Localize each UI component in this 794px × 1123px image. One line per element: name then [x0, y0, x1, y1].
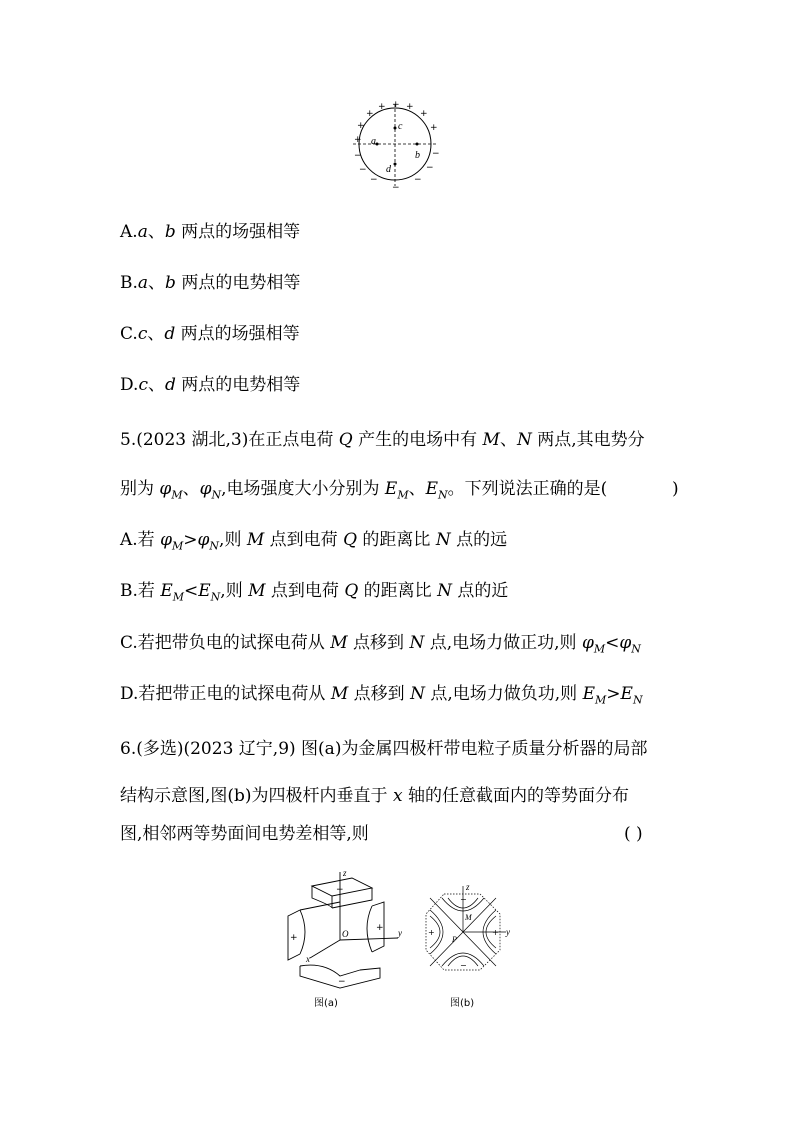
svg-text:−: − — [426, 163, 434, 173]
q4-option-d: D.c、d 两点的电势相等 — [120, 375, 301, 395]
q5-stem-line2: 别为 $\varphi_M$、$\varphi_N$,电场强度大小分别为 $E_M$、$E_N$。下列说法正确的是( ) — [120, 479, 679, 502]
svg-text:O: O — [342, 929, 349, 939]
svg-text:−: − — [370, 175, 378, 185]
svg-text:−: − — [359, 165, 367, 175]
svg-text:P: P — [452, 935, 457, 944]
svg-text:+: + — [366, 109, 374, 119]
point-d-label: d — [386, 164, 391, 175]
svg-text:M: M — [465, 913, 472, 922]
svg-text:+: + — [392, 100, 400, 110]
svg-text:−: − — [354, 151, 362, 161]
q4-option-a: A.a、b 两点的场强相等 — [120, 222, 301, 242]
svg-text:+: + — [430, 123, 438, 133]
svg-text:z: z — [343, 868, 347, 878]
point-a-label: a — [371, 136, 376, 147]
svg-text:+: + — [406, 102, 414, 112]
svg-text:z: z — [466, 882, 470, 892]
svg-text:y: y — [506, 927, 510, 937]
svg-text:−: − — [460, 961, 467, 970]
svg-text:y: y — [398, 928, 402, 938]
caption-a: 图(a) — [314, 998, 338, 1009]
svg-text:−: − — [338, 977, 346, 987]
quadrupole-figure-a — [280, 866, 410, 1016]
svg-text:+: + — [378, 102, 386, 112]
q4-option-b: B.a、b 两点的电势相等 — [120, 273, 301, 293]
q6-stem-line3: 图,相邻两等势面间电势差相等,则 — [120, 824, 369, 844]
caption-b: 图(b) — [450, 998, 475, 1009]
minus-charges — [354, 149, 440, 193]
q5-option-a: A.若 $\varphi_M>\varphi_N$,则 M 点到电荷 Q 的距离比 N 点的远 — [120, 530, 508, 553]
q5-stem-line1: 5.(2023 湖北,3)在正点电荷 Q 产生的电场中有 M、N 两点,其电势分 — [120, 430, 645, 450]
svg-text:−: − — [336, 885, 344, 895]
q6-stem-line1: 6.(多选)(2023 辽宁,9) 图(a)为金属四极杆带电粒子质量分析器的局部 — [120, 739, 648, 759]
q5-option-d: D.若把带正电的试探电荷从 M 点移到 N 点,电场力做负功,则 $E_M>E_N$ — [120, 684, 643, 707]
top-charge-figure — [340, 98, 450, 193]
q5-option-b: B.若 $E_M<E_N$,则 M 点到电荷 Q 的距离比 N 点的近 — [120, 581, 509, 604]
svg-text:−: − — [414, 175, 422, 185]
svg-text:x: x — [306, 954, 310, 964]
svg-text:−: − — [432, 149, 440, 159]
q6-stem-line2: 结构示意图,图(b)为四极杆内垂直于 x 轴的任意截面内的等势面分布 — [120, 786, 629, 806]
svg-text:+: + — [290, 933, 298, 943]
point-c-label: c — [398, 121, 403, 132]
svg-text:+: + — [492, 928, 499, 937]
svg-text:−: − — [460, 895, 467, 904]
q6-answer-paren: ( ) — [624, 824, 643, 844]
svg-text:+: + — [376, 923, 384, 933]
svg-text:+: + — [428, 928, 435, 937]
svg-text:+: + — [420, 109, 428, 119]
q4-option-c: C.c、d 两点的场强相等 — [120, 324, 300, 344]
point-b-label: b — [415, 150, 420, 161]
q5-option-c: C.若把带负电的试探电荷从 M 点移到 N 点,电场力做正功,则 $\varphi_M<\varphi_N$ — [120, 633, 641, 656]
svg-text:−: − — [392, 183, 400, 193]
svg-text:+: + — [354, 135, 362, 145]
svg-text:+: + — [357, 121, 365, 131]
quadrupole-figure-b — [420, 880, 520, 1016]
